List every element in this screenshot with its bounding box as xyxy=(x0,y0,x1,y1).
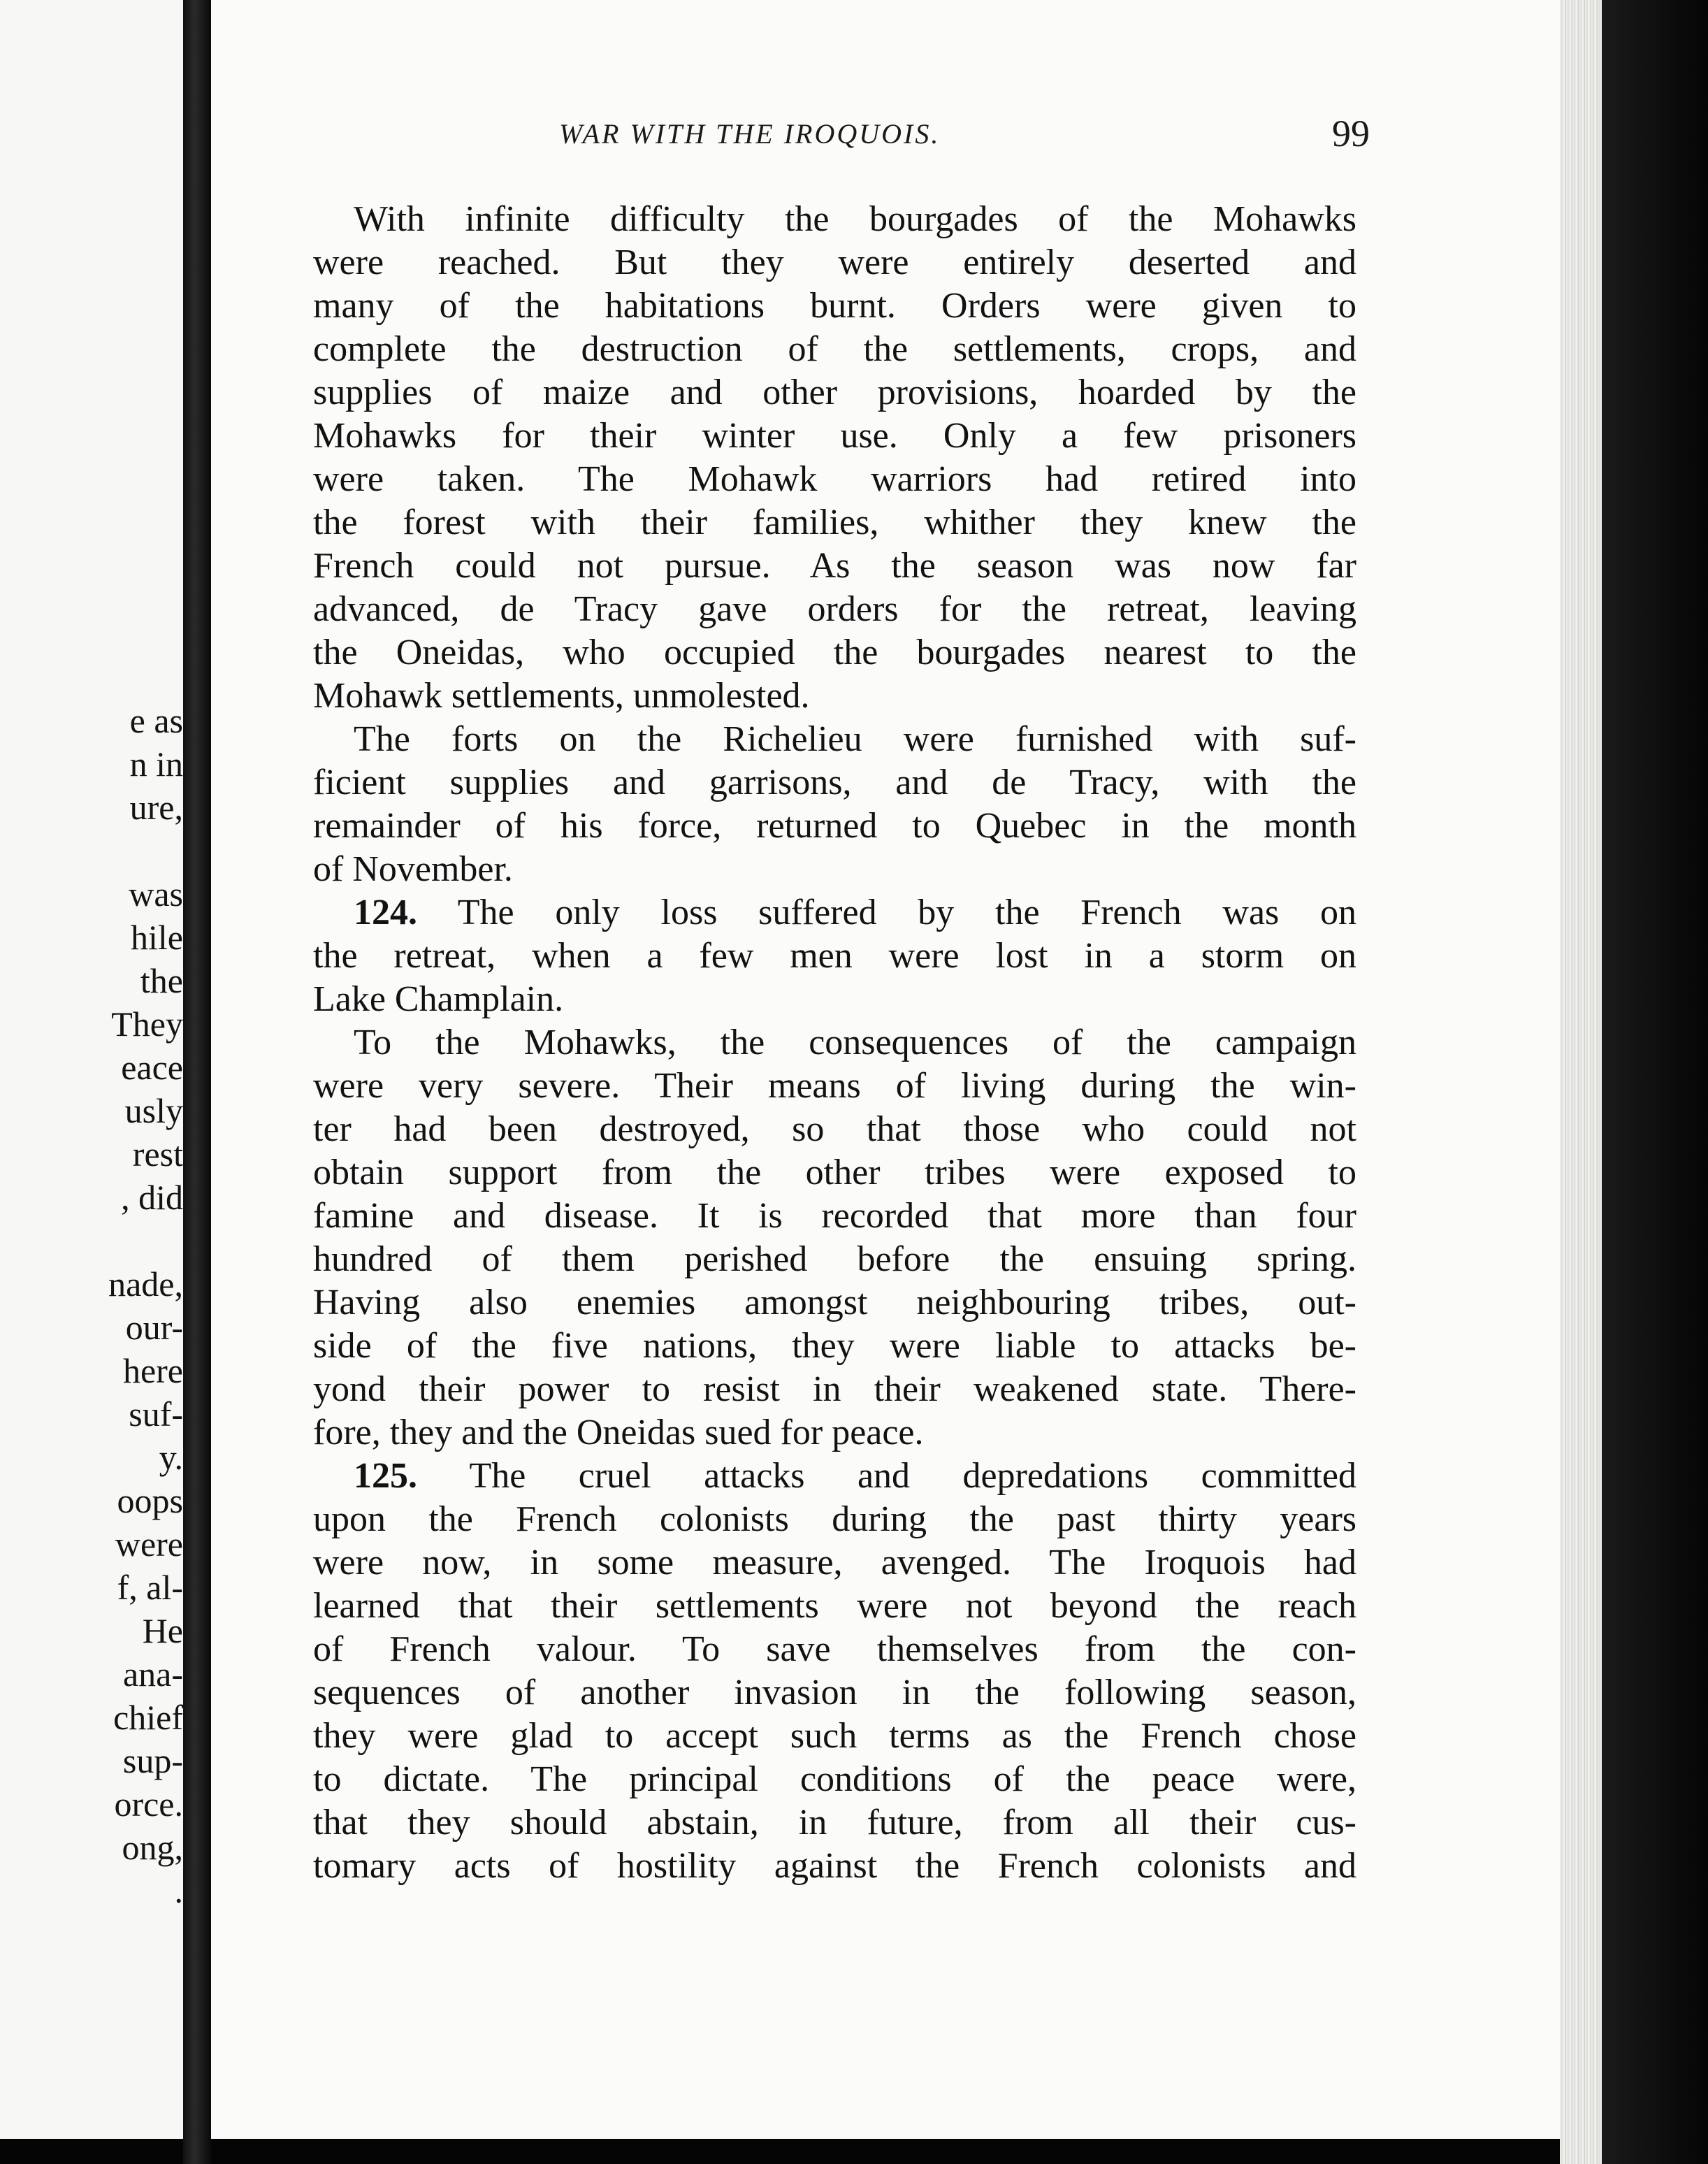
text-line: were taken. The Mohawk warriors had retired into xyxy=(313,459,1356,499)
book-gutter xyxy=(183,0,211,2164)
text-line: were now, in some measure, avenged. The Iroquois had xyxy=(313,1543,1356,1582)
text-line: tomary acts of hostility against the French colonists and xyxy=(313,1846,1356,1886)
left-page-line: the xyxy=(140,961,183,1000)
left-page-line: , did xyxy=(121,1178,183,1217)
text-line: sequences of another invasion in the following season, xyxy=(313,1673,1356,1712)
left-page-line: was xyxy=(129,874,183,914)
text-line: that they should abstain, in future, from all their cus- xyxy=(313,1803,1356,1842)
text-line: Lake Champlain. xyxy=(313,979,564,1019)
text-line: many of the habitations burnt. Orders were given to xyxy=(313,286,1356,326)
text-line: complete the destruction of the settlements, crops, and xyxy=(313,329,1356,369)
text-line: fore, they and the Oneidas sued for peace. xyxy=(313,1413,924,1452)
text-line: of French valour. To save themselves from the con- xyxy=(313,1629,1356,1669)
left-page-line: They xyxy=(111,1004,183,1044)
text-line: Having also enemies amongst neighbouring tribes, out- xyxy=(313,1283,1356,1322)
running-head: WAR WITH THE IROQUOIS. xyxy=(559,118,941,150)
left-page-line xyxy=(0,1219,183,1262)
left-page-line: here xyxy=(122,1351,183,1390)
left-page-line: hile xyxy=(131,918,183,957)
left-page-line: orce. xyxy=(114,1784,183,1824)
left-page-line: were xyxy=(115,1524,183,1564)
text-line: ter had been destroyed, so that those who could not xyxy=(313,1109,1356,1149)
text-line: French could not pursue. As the season was now far xyxy=(313,546,1356,586)
section-number: 125. xyxy=(354,1456,417,1496)
text-line: side of the five nations, they were liable to attacks be- xyxy=(313,1326,1356,1366)
text-line: hundred of them perished before the ensuing spring. xyxy=(313,1239,1356,1279)
text-line: learned that their settlements were not beyond the reach xyxy=(313,1586,1356,1626)
text-line: famine and disease. It is recorded that more than four xyxy=(313,1196,1356,1236)
line-text: The only loss suffered by the French was on xyxy=(417,893,1356,932)
left-page-line: our- xyxy=(125,1308,183,1347)
left-page-line: chief xyxy=(113,1698,183,1737)
left-page-line: sup- xyxy=(122,1741,183,1780)
left-page-line: n in xyxy=(129,744,183,784)
scan-background xyxy=(1602,0,1708,2164)
left-page-line: . xyxy=(174,1871,183,1910)
left-page-line: oops xyxy=(117,1481,183,1520)
text-line: With infinite difficulty the bourgades of the Mohawks xyxy=(354,199,1356,239)
left-page-line: y. xyxy=(159,1438,183,1477)
left-page-line: f, al- xyxy=(117,1568,183,1607)
text-line: of November. xyxy=(313,849,513,889)
left-page-line: eace xyxy=(121,1048,183,1087)
left-page-line: ong, xyxy=(122,1828,183,1867)
text-line: upon the French colonists during the past thirty years xyxy=(313,1499,1356,1539)
left-facing-page xyxy=(0,0,183,2139)
text-line: they were glad to accept such terms as the French chose xyxy=(313,1716,1356,1756)
left-page-line: suf- xyxy=(129,1394,183,1434)
text-line: obtain support from the other tribes were exposed to xyxy=(313,1153,1356,1192)
left-page-line: He xyxy=(142,1611,183,1650)
left-page-line: ana- xyxy=(122,1654,183,1694)
text-line: were reached. But they were entirely deserted and xyxy=(313,243,1356,282)
text-line: Mohawk settlements, unmolested. xyxy=(313,676,810,716)
page-number: 99 xyxy=(1332,113,1370,154)
left-page-line: usly xyxy=(124,1091,183,1130)
text-line: the forest with their families, whither they knew the xyxy=(313,503,1356,542)
left-page-line: rest xyxy=(132,1134,183,1174)
text-line xyxy=(313,891,1356,935)
left-page-text-fragments xyxy=(0,699,183,1912)
page-header xyxy=(349,113,1370,159)
text-line: Mohawks for their winter use. Only a few prisoners xyxy=(313,416,1356,456)
text-line xyxy=(313,1455,1356,1498)
line-text: The cruel attacks and depredations committed xyxy=(417,1456,1356,1496)
left-page-line: ure, xyxy=(129,788,183,827)
text-line: supplies of maize and other provisions, hoarded by the xyxy=(313,373,1356,412)
text-line: the Oneidas, who occupied the bourgades nearest to the xyxy=(313,633,1356,672)
section-number: 124. xyxy=(354,893,417,932)
text-line: advanced, de Tracy gave orders for the retreat, leaving xyxy=(313,589,1356,629)
text-line: yond their power to resist in their weakened state. There- xyxy=(313,1369,1356,1409)
left-page-line xyxy=(0,829,183,872)
left-page-line: nade, xyxy=(108,1264,183,1304)
text-line: to dictate. The principal conditions of the peace were, xyxy=(313,1759,1356,1799)
text-line: ficient supplies and garrisons, and de Tracy, with the xyxy=(313,763,1356,802)
page-edges xyxy=(1560,0,1602,2164)
body-text xyxy=(313,198,1356,1888)
text-line: The forts on the Richelieu were furnished with suf- xyxy=(354,719,1356,759)
text-line: were very severe. Their means of living during the win- xyxy=(313,1066,1356,1106)
text-line: To the Mohawks, the consequences of the campaign xyxy=(354,1023,1356,1062)
text-line: remainder of his force, returned to Quebec in the month xyxy=(313,806,1356,846)
text-line: the retreat, when a few men were lost in a storm on xyxy=(313,936,1356,976)
book-page xyxy=(211,0,1560,2139)
left-page-line: e as xyxy=(129,701,183,740)
